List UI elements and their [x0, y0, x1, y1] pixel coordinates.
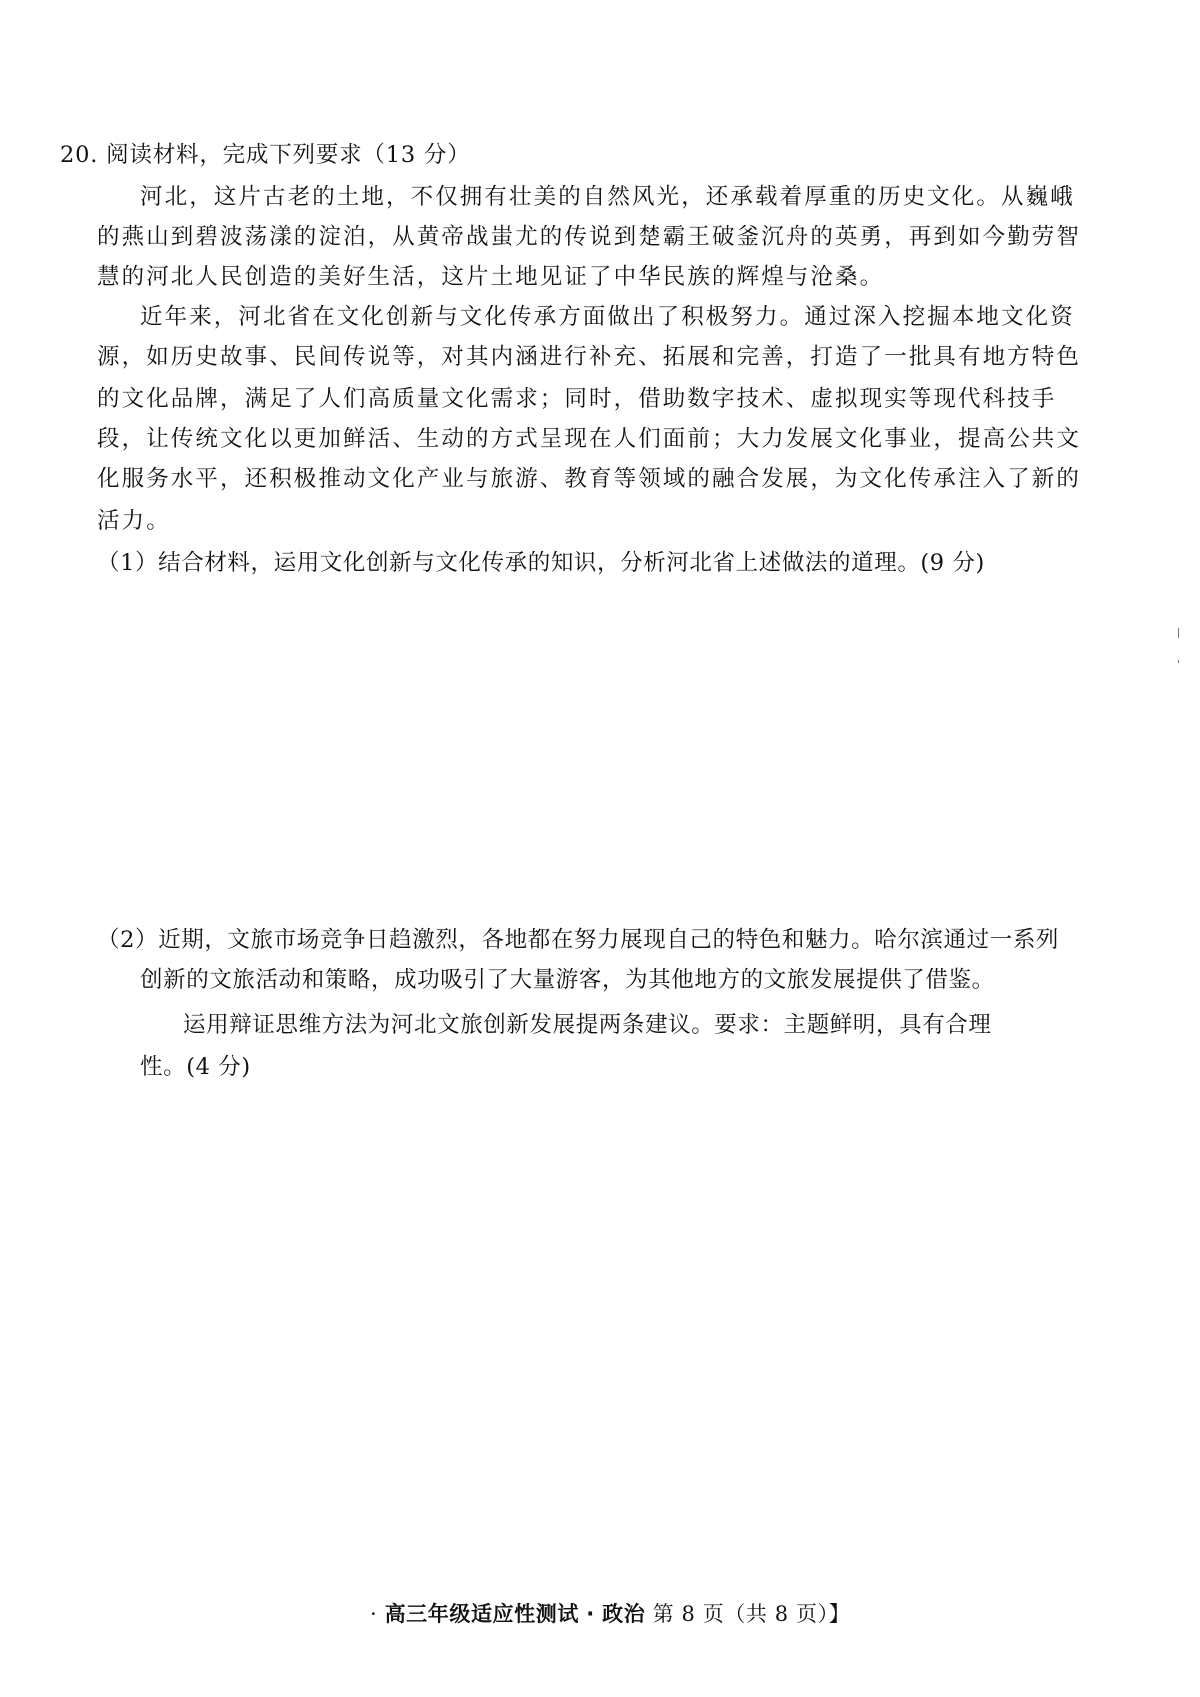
answer-space-2[interactable] [100, 1100, 1050, 1560]
material-line: 慧的河北人民创造的美好生活，这片土地见证了中华民族的辉煌与沧桑。 [97, 264, 885, 290]
page-footer [370, 1600, 850, 1628]
answer-space-1[interactable] [100, 592, 1050, 912]
footer-subject: 政治 [602, 1602, 646, 1626]
material-line: 近年来，河北省在文化创新与文化传承方面做出了积极努力。通过深入挖掘本地文化资 [140, 304, 1075, 330]
material-line: 的文化品牌，满足了人们高质量文化需求；同时，借助数字技术、虚拟现实等现代科技手 [97, 386, 1057, 412]
material-line: 源，如历史故事、民间传说等，对其内涵进行补充、拓展和完善，打造了一批具有地方特色 [97, 344, 1082, 370]
sub-question-1: （1）结合材料，运用文化创新与文化传承的知识，分析河北省上述做法的道理。(9 分) [97, 550, 985, 576]
material-line: 河北，这片古老的土地，不仅拥有壮美的自然风光，还承载着厚重的历史文化。从巍峨 [140, 184, 1075, 210]
question-title: 20. 阅读材料，完成下列要求（13 分） [60, 142, 471, 168]
scan-artifact-mark [1178, 660, 1179, 663]
scan-artifact-mark [1178, 628, 1179, 638]
material-line: 的燕山到碧波荡漾的淀泊，从黄帝战蚩尤的传说到楚霸王破釜沉舟的英勇，再到如今勤劳智 [97, 224, 1082, 250]
sub-question-line: 运用辩证思维方法为河北文旅创新发展提两条建议。要求：主题鲜明，具有合理 [183, 1012, 992, 1038]
footer-page-info: 第 8 页（共 8 页）】 [652, 1602, 851, 1626]
footer-dot-left: · [370, 1602, 378, 1626]
material-line: 化服务水平，还积极推动文化产业与旅游、教育等领域的融合发展，为文化传承注入了新的 [97, 466, 1082, 492]
footer-dot-mid: · [586, 1602, 595, 1626]
sub-question-line: 性。(4 分) [140, 1054, 251, 1080]
sub-question-line: 创新的文旅活动和策略，成功吸引了大量游客，为其他地方的文旅发展提供了借鉴。 [140, 967, 995, 993]
footer-exam-name: 高三年级适应性测试 [384, 1602, 579, 1626]
sub-question-line: （2）近期，文旅市场竞争日趋激烈，各地都在努力展现自己的特色和魅力。哈尔滨通过一系列 [97, 927, 1060, 953]
material-line: 活力。 [97, 508, 171, 534]
material-line: 段，让传统文化以更加鲜活、生动的方式呈现在人们面前；大力发展文化事业，提高公共文 [97, 426, 1082, 452]
